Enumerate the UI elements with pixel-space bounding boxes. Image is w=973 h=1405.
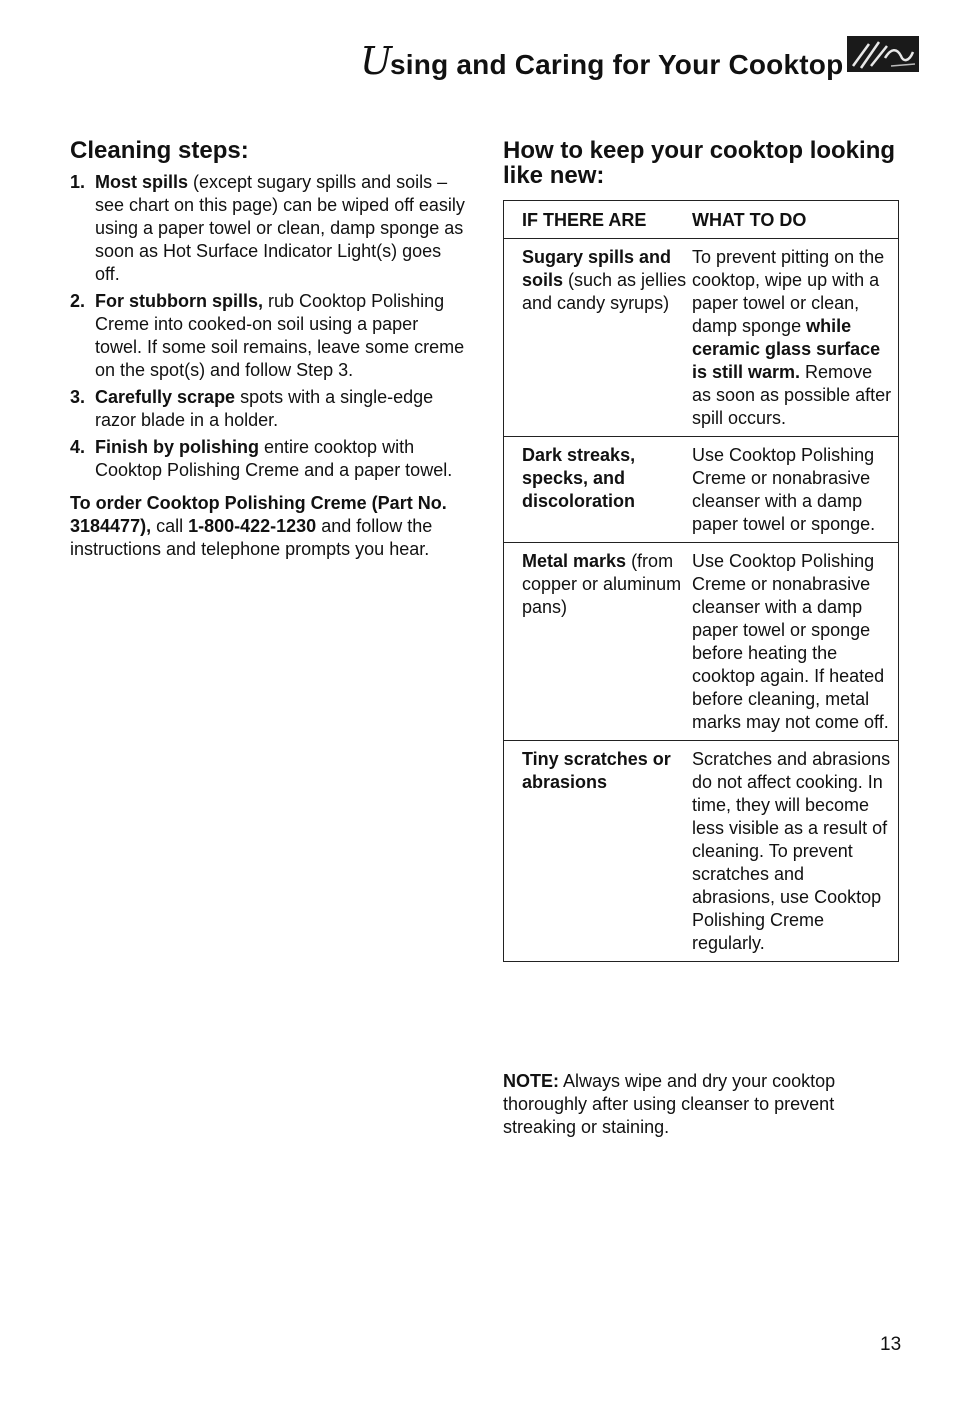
action-text: Use Cooktop Polishing Creme or nonabrasive cleanser with a damp paper towel or sponge. — [692, 445, 876, 534]
step-item — [70, 436, 470, 482]
step-item — [70, 171, 470, 286]
keep-new-heading: How to keep your cooktop looking like new: — [503, 137, 896, 189]
note-text: Always wipe and dry your cooktop thoroughly after using cleanser to prevent streaking or staining. — [503, 1071, 836, 1137]
action-cell — [692, 239, 899, 437]
step-text: spots with a single-edge razor blade in a holder. — [95, 387, 434, 430]
table-row — [504, 437, 899, 543]
header-title-initial: U — [360, 39, 393, 83]
note-paragraph — [503, 1070, 903, 1139]
cleaning-steps-heading: Cleaning steps: — [70, 137, 249, 164]
step-number: 1. — [70, 172, 86, 192]
cleaning-chart-table — [503, 200, 899, 962]
action-text-post: Remove as soon as possible after spill occurs. — [692, 362, 892, 428]
action-bold: while ceramic glass surface is still warm. — [692, 316, 881, 382]
page-number: 13 — [880, 1334, 902, 1355]
cooktop-logo-icon — [847, 36, 919, 72]
step-bold: Carefully scrape — [95, 387, 236, 407]
keep-new-section — [503, 138, 903, 196]
action-cell — [692, 543, 899, 741]
cause-cell — [504, 239, 693, 437]
action-text: Use Cooktop Polishing Creme or nonabrasive cleanser with a damp paper towel or sponge before heating the cooktop again. If heated before cleaning, metal marks may not come off. — [692, 551, 889, 732]
step-number: 2. — [70, 291, 86, 311]
cause-cell — [504, 741, 693, 962]
step-number: 3. — [70, 387, 86, 407]
table-row — [504, 543, 899, 741]
order-rest: and follow the instructions and telephone prompts you hear. — [70, 516, 433, 559]
col-header-if: IF THERE ARE — [522, 210, 647, 230]
cleaning-steps-section — [70, 138, 470, 561]
action-cell — [692, 741, 899, 962]
cause-cell — [504, 437, 693, 543]
action-cell — [692, 437, 899, 543]
order-phone: 1-800-422-1230 — [188, 516, 317, 536]
col-header-what: WHAT TO DO — [692, 210, 807, 230]
step-item — [70, 386, 470, 432]
order-heading: To order Cooktop Polishing Creme (Part No. 3184477), — [70, 493, 447, 536]
cause-cell — [504, 543, 693, 741]
step-number: 4. — [70, 437, 86, 457]
step-bold: Most spills — [95, 172, 189, 192]
cause-text: (such as jellies and candy syrups) — [522, 270, 687, 313]
step-text: entire cooktop with Cooktop Polishing Creme and a paper towel. — [95, 437, 453, 480]
order-info — [70, 492, 470, 561]
order-call: call — [151, 516, 189, 536]
cause-bold: Metal marks — [522, 551, 627, 571]
cause-bold: Dark streaks, specks, and discoloration — [522, 445, 636, 511]
cause-bold: Tiny scratches or abrasions — [522, 749, 671, 792]
action-text: To prevent pitting on the cooktop, wipe up with a paper towel or clean, damp sponge — [692, 247, 885, 336]
page-header — [360, 32, 940, 83]
table-header-row — [504, 201, 899, 239]
cleaning-steps-list — [70, 171, 470, 482]
table-row — [504, 239, 899, 437]
note-label: NOTE: — [503, 1071, 559, 1091]
table-row — [504, 741, 899, 962]
cause-text: (from copper or aluminum pans) — [522, 551, 682, 617]
header-title: sing and Caring for Your Cooktop — [390, 49, 844, 80]
step-bold: For stubborn spills, — [95, 291, 264, 311]
step-text: rub Cooktop Polishing Creme into cooked-on soil using a paper towel. If some soil remains, leave some creme on the spot(s) and follow Step 3. — [95, 291, 465, 380]
cause-bold: Sugary spills and soils — [522, 247, 672, 290]
step-text: (except sugary spills and soils – see chart on this page) can be wiped off easily using a paper towel or clean, damp sponge as soon as Hot Surface Indicator Light(s) goes off. — [95, 172, 465, 284]
step-item — [70, 290, 470, 382]
action-text: Scratches and abrasions do not affect cooking. In time, they will become less visible as a result of cleaning. To prevent scratches and abrasions, use Cooktop Polishing Creme regularly. — [692, 749, 891, 953]
step-bold: Finish by polishing — [95, 437, 259, 457]
